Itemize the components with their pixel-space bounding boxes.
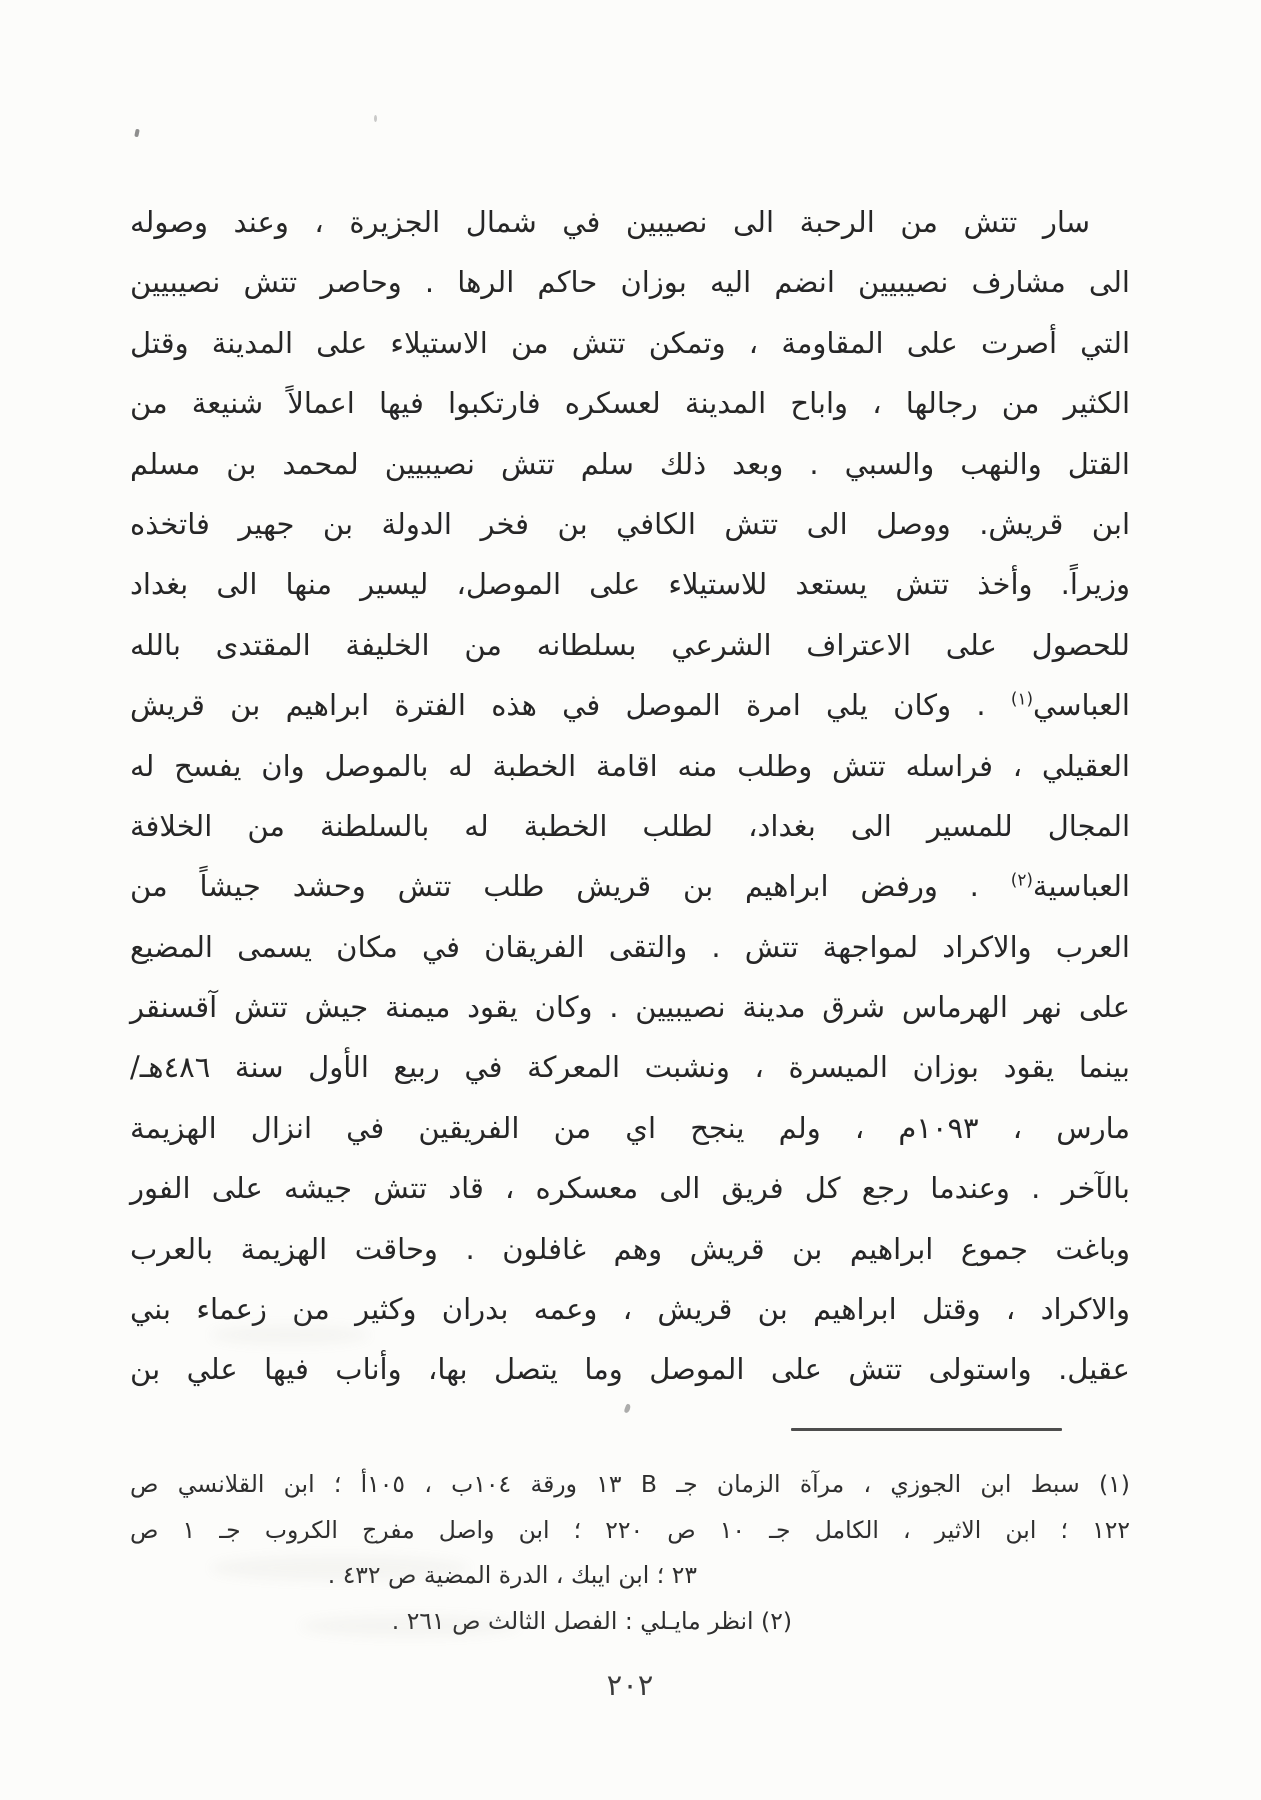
footnote-marker: (١) bbox=[1010, 688, 1034, 709]
body-line bbox=[130, 313, 1130, 373]
footnote-line: ١٢٢ ؛ ابن الاثير ، الكامل جـ ١٠ ص ٢٢٠ ؛ ابن واصل مفرج الكروب جـ ١ ص bbox=[130, 1515, 1130, 1544]
scan-speck bbox=[374, 115, 377, 122]
body-line bbox=[130, 615, 1130, 675]
footnote-marker: (٢) bbox=[1010, 869, 1033, 890]
body-text-segment: والاكراد ، وقتل ابراهيم بن قريش ، وعمه بدران وكثير من زعماء بني bbox=[130, 1292, 1130, 1327]
body-line bbox=[130, 373, 1130, 433]
body-line bbox=[130, 917, 1130, 977]
body-text-segment: بينما يقود بوزان الميسرة ، ونشبت المعركة في ربيع الأول سنة ٤٨٦هـ/ bbox=[130, 1050, 1130, 1085]
page-number: ٢٠٢ bbox=[606, 1668, 654, 1702]
body-text-segment: المجال للمسير الى بغداد، لطلب الخطبة له بالسلطنة من الخلافة bbox=[130, 808, 1130, 843]
body-text-segment: . ورفض ابراهيم بن قريش طلب تتش وحشد جيشاً من bbox=[130, 869, 1011, 904]
scan-speck bbox=[624, 1403, 632, 1413]
body-text-segment: بالآخر . وعندما رجع كل فريق الى معسكره ، قاد تتش جيشه على الفور bbox=[130, 1171, 1130, 1206]
body-line bbox=[130, 1219, 1130, 1279]
body-text-segment: العرب والاكراد لمواجهة تتش . والتقى الفريقان في مكان يسمى المضيع bbox=[130, 929, 1130, 964]
body-text-segment: القتل والنهب والسبي . وبعد ذلك سلم تتش نصيبيين لمحمد بن مسلم bbox=[130, 446, 1130, 481]
body-line bbox=[130, 736, 1130, 796]
body-text-segment: الى مشارف نصيبيين انضم اليه بوزان حاكم الرها . وحاصر تتش نصيبيين bbox=[130, 265, 1130, 300]
body-line bbox=[130, 252, 1130, 312]
body-line bbox=[130, 434, 1130, 494]
body-text-segment: مارس ، ١٠٩٣م ، ولم ينجح اي من الفريقين في انزال الهزيمة bbox=[130, 1110, 1130, 1145]
body-line bbox=[130, 554, 1130, 614]
footnotes-block bbox=[130, 1462, 1130, 1644]
body-line bbox=[130, 1158, 1130, 1218]
footnote-separator-rule bbox=[791, 1428, 1062, 1431]
body-line bbox=[130, 1037, 1130, 1097]
footnote-line: (١) سبط ابن الجوزي ، مرآة الزمان جـ B ١٣ ورقة ١٠٤ب ، ١٠٥أ ؛ ابن القلانسي ص bbox=[130, 1470, 1130, 1498]
body-text-segment: . وكان يلي امرة الموصل في هذه الفترة ابراهيم بن قريش bbox=[130, 688, 1011, 723]
body-text-segment: العباسي bbox=[1033, 688, 1130, 723]
footnote-line: ٢٣ ؛ ابن ايبك ، الدرة المضية ص ٤٣٢ . bbox=[327, 1561, 697, 1589]
body-text-segment: على نهر الهرماس شرق مدينة نصيبيين . وكان يقود ميمنة جيش تتش آقسنقر bbox=[130, 990, 1130, 1025]
ink-bleed-ghost bbox=[300, 1615, 520, 1637]
body-text-segment: العباسية bbox=[1032, 869, 1130, 904]
body-line bbox=[130, 675, 1130, 735]
ink-bleed-ghost bbox=[210, 1325, 370, 1345]
body-line bbox=[130, 856, 1130, 916]
body-text-segment: الكثير من رجالها ، واباح المدينة لعسكره فارتكبوا فيها اعمالاً شنيعة من bbox=[130, 386, 1130, 421]
body-text-segment: عقيل. واستولى تتش على الموصل وما يتصل بها، وأناب فيها علي بن bbox=[130, 1352, 1130, 1387]
body-line bbox=[130, 1339, 1130, 1399]
body-text-segment: العقيلي ، فراسله تتش وطلب منه اقامة الخطبة له بالموصل وان يفسح له bbox=[130, 748, 1130, 783]
body-line bbox=[130, 977, 1130, 1037]
body-line bbox=[130, 1098, 1130, 1158]
body-line bbox=[130, 192, 1130, 252]
body-line bbox=[130, 494, 1130, 554]
body-line bbox=[130, 796, 1130, 856]
scan-speck bbox=[134, 129, 140, 138]
body-text-segment: وزيراً. وأخذ تتش يستعد للاستيلاء على الموصل، ليسير منها الى بغداد bbox=[130, 567, 1130, 602]
body-text-segment: للحصول على الاعتراف الشرعي بسلطانه من الخليفة المقتدى بالله bbox=[130, 627, 1130, 662]
body-text-segment: ابن قريش. ووصل الى تتش الكافي بن فخر الدولة بن جهير فاتخذه bbox=[130, 506, 1130, 541]
ink-bleed-ghost bbox=[210, 1555, 470, 1581]
body-text-segment: وباغت جموع ابراهيم بن قريش وهم غافلون . وحاقت الهزيمة بالعرب bbox=[130, 1231, 1130, 1266]
body-text-segment: التي أصرت على المقاومة ، وتمكن تتش من الاستيلاء على المدينة وقتل bbox=[130, 325, 1130, 360]
footnote-line: (٢) انظر مايـلي : الفصل الثالث ص ٢٦١ . bbox=[391, 1606, 792, 1635]
body-text-segment: سار تتش من الرحبة الى نصيبين في شمال الجزيرة ، وعند وصوله bbox=[130, 205, 1090, 239]
body-text-block bbox=[130, 192, 1130, 1400]
